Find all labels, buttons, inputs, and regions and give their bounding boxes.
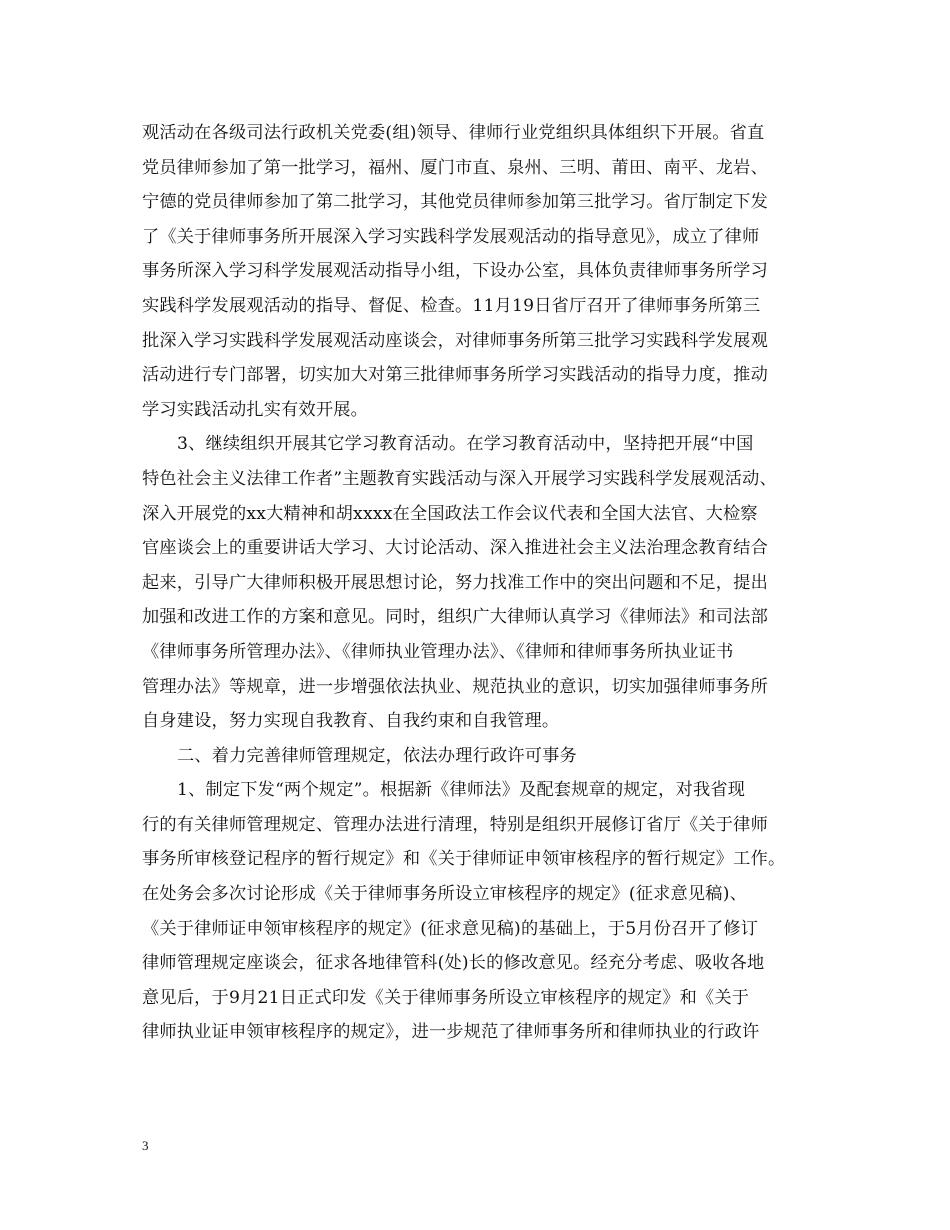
paragraph-start-line: 1、制定下发“两个规定”。根据新《律师法》及配套规章的规定，对我省现	[177, 780, 746, 801]
text-line: 事务所审核登记程序的暂行规定》和《关于律师证申领审核程序的暂行规定》工作。	[142, 849, 786, 870]
text-line: 自身建设，努力实现自我教育、自我约束和自我管理。	[142, 711, 560, 732]
text-line: 批深入学习实践科学发展观活动座谈会，对律师事务所第三批学习实践科学发展观	[142, 330, 768, 351]
text-line: 学习实践活动扎实有效开展。	[142, 399, 369, 420]
text-line: 深入开展党的xx大精神和胡xxxx在全国政法工作会议代表和全国大法官、大检察	[142, 503, 758, 524]
text-line: 意见后，于9月21日正式印发《关于律师事务所设立审核程序的规定》和《关于	[142, 987, 750, 1008]
text-line: 管理办法》等规章，进一步增强依法执业、规范执业的意识，切实加强律师事务所	[142, 676, 768, 697]
text-line: 观活动在各级司法行政机关党委(组)领导、律师行业党组织具体组织下开展。省直	[142, 123, 765, 143]
text-line: 加强和改进工作的方案和意见。同时，组织广大律师认真学习《律师法》和司法部	[142, 607, 768, 628]
text-line: 党员律师参加了第一批学习，福州、厦门市直、泉州、三明、莆田、南平、龙岩、	[142, 157, 768, 178]
text-line: 起来，引导广大律师积极开展思想讨论，努力找准工作中的突出问题和不足，提出	[142, 572, 768, 593]
text-line: 实践科学发展观活动的指导、督促、检查。11月19日省厅召开了律师事务所第三	[142, 295, 761, 316]
paragraph-start-line: 3、继续组织开展其它学习教育活动。在学习教育活动中，坚持把开展“中国	[177, 434, 754, 455]
text-line: 宁德的党员律师参加了第二批学习，其他党员律师参加第三批学习。省厅制定下发	[142, 192, 768, 213]
text-line: 律师管理规定座谈会，征求各地律管科(处)长的修改意见。经充分考虑、吸收各地	[142, 953, 765, 974]
body-text	[142, 116, 822, 1050]
text-line: 事务所深入学习科学发展观活动指导小组，下设办公室，具体负责律师事务所学习	[142, 261, 768, 282]
text-line: 了《关于律师事务所开展深入学习实践科学发展观活动的指导意见》，成立了律师	[142, 226, 760, 247]
text-line: 《关于律师证申领审核程序的规定》(征求意见稿)的基础上，于5月份召开了修订	[142, 918, 759, 939]
page-number: 3	[142, 1138, 149, 1153]
text-line: 律师执业证申领审核程序的规定》，进一步规范了律师事务所和律师执业的行政许	[142, 1022, 760, 1043]
text-line: 特色社会主义法律工作者”主题教育实践活动与深入开展学习实践科学发展观活动、	[142, 468, 777, 489]
section-heading: 二、着力完善律师管理规定，依法办理行政许可事务	[177, 745, 577, 766]
text-line: 官座谈会上的重要讲话大学习、大讨论活动、深入推进社会主义法治理念教育结合	[142, 538, 768, 559]
text-line: 活动进行专门部署，切实加大对第三批律师事务所学习实践活动的指导力度，推动	[142, 365, 768, 386]
text-line: 行的有关律师管理规定、管理办法进行清理，特别是组织开展修订省厅《关于律师	[142, 814, 768, 835]
text-line: 在处务会多次讨论形成《关于律师事务所设立审核程序的规定》(征求意见稿)、	[142, 884, 747, 905]
text-line: 《律师事务所管理办法》、《律师执业管理办法》、《律师和律师事务所执业证书	[142, 641, 734, 662]
